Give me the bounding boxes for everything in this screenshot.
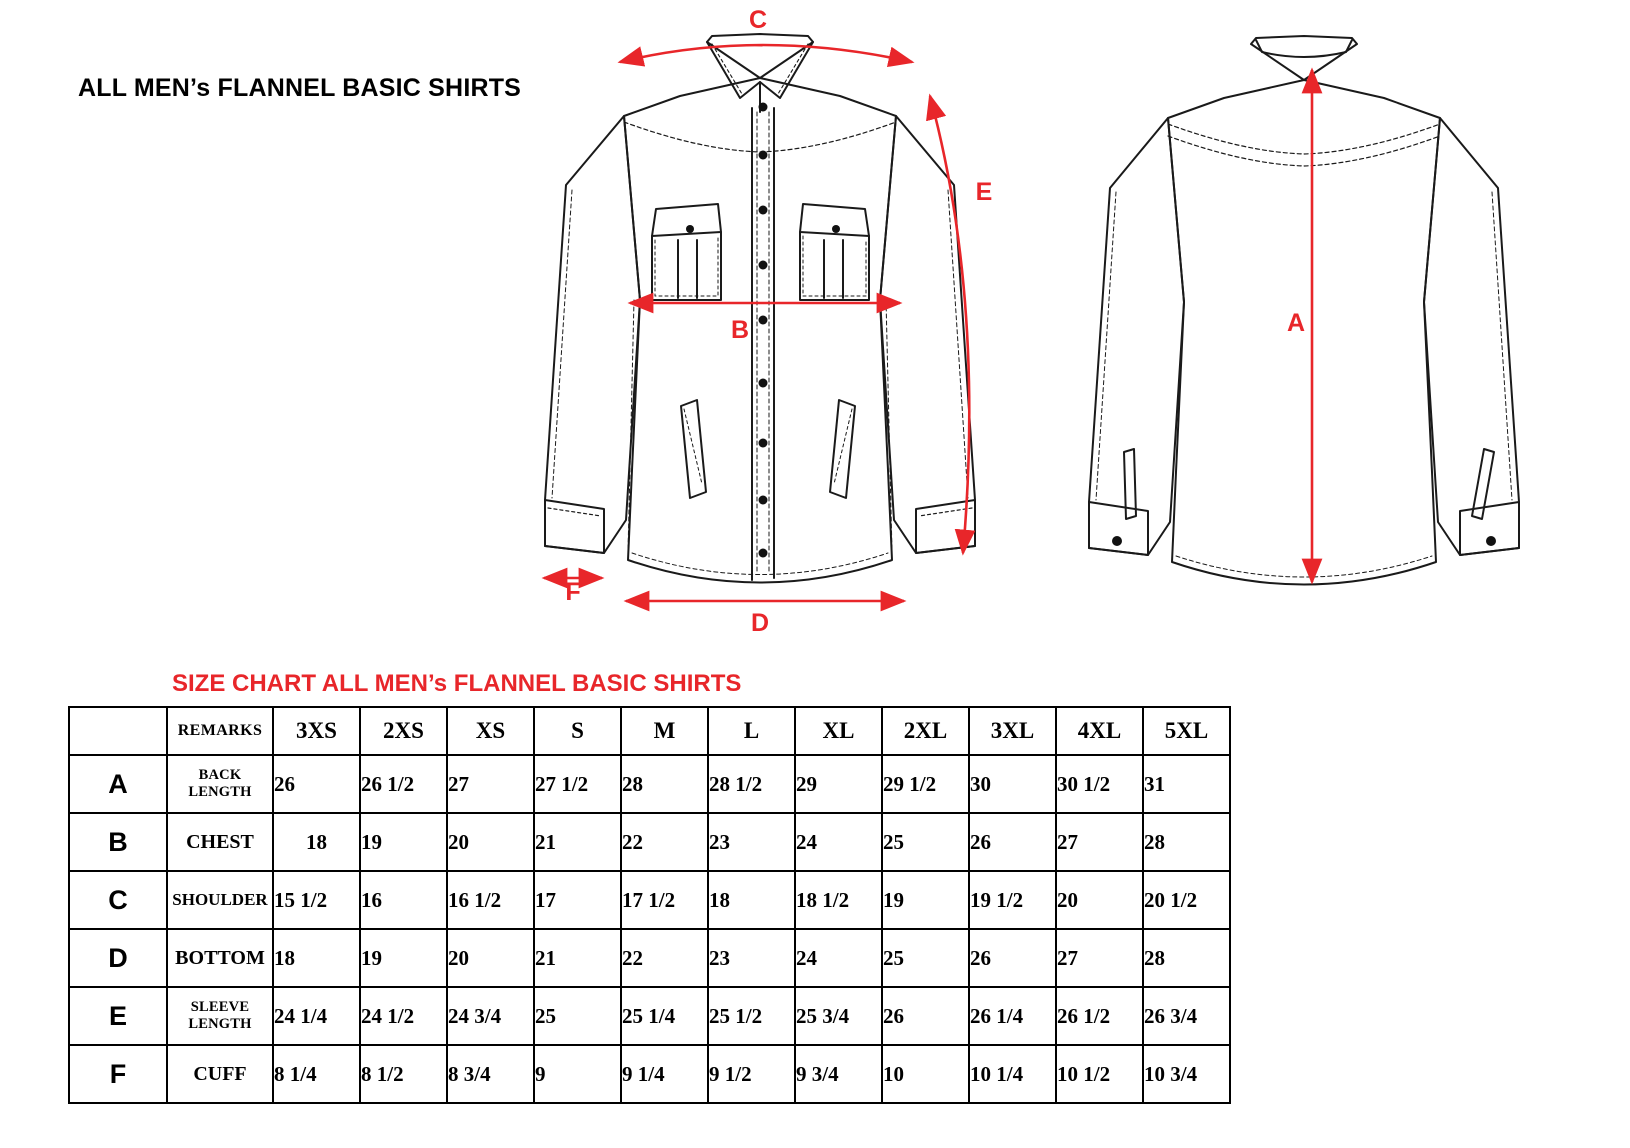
table-header-row	[69, 707, 1230, 755]
cell-value: 22	[621, 929, 708, 987]
cell-value: 28	[621, 755, 708, 813]
table-row	[69, 813, 1230, 871]
cell-value: 20 1/2	[1143, 871, 1230, 929]
cell-value: 28	[1143, 813, 1230, 871]
measure-label-a: A	[1286, 309, 1306, 337]
row-remark: CHEST	[167, 813, 273, 871]
table-row	[69, 871, 1230, 929]
row-remark: CUFF	[167, 1045, 273, 1103]
cell-value: 9 1/2	[708, 1045, 795, 1103]
cell-value: 20	[447, 929, 534, 987]
row-remark: BACK LENGTH	[167, 755, 273, 813]
shirt-front-view	[545, 34, 975, 583]
cell-value: 16 1/2	[447, 871, 534, 929]
cell-value: 10	[882, 1045, 969, 1103]
column-header-size: 4XL	[1056, 707, 1143, 755]
column-header-size: L	[708, 707, 795, 755]
row-code: D	[69, 929, 167, 987]
column-header-size: 3XS	[273, 707, 360, 755]
cell-value: 24	[795, 929, 882, 987]
column-header-size: M	[621, 707, 708, 755]
cell-value: 29	[795, 755, 882, 813]
measure-label-c: C	[748, 6, 768, 34]
cell-value: 18	[273, 813, 360, 871]
cell-value: 26	[273, 755, 360, 813]
cell-value: 27	[447, 755, 534, 813]
cell-value: 19	[882, 871, 969, 929]
cell-value: 9 3/4	[795, 1045, 882, 1103]
column-header-size: 3XL	[969, 707, 1056, 755]
cell-value: 23	[708, 929, 795, 987]
table-row	[69, 929, 1230, 987]
cell-value: 21	[534, 929, 621, 987]
cell-value: 27 1/2	[534, 755, 621, 813]
cell-value: 9 1/4	[621, 1045, 708, 1103]
cell-value: 26 3/4	[1143, 987, 1230, 1045]
cell-value: 8 1/4	[273, 1045, 360, 1103]
column-header-size: 2XL	[882, 707, 969, 755]
size-chart-table	[68, 706, 1231, 1104]
cell-value: 29 1/2	[882, 755, 969, 813]
measure-label-b: B	[730, 316, 750, 344]
row-code: C	[69, 871, 167, 929]
column-header-size: 2XS	[360, 707, 447, 755]
measure-label-e: E	[975, 178, 993, 206]
cell-value: 30 1/2	[1056, 755, 1143, 813]
cell-value: 26 1/4	[969, 987, 1056, 1045]
cell-value: 26 1/2	[360, 755, 447, 813]
cell-value: 27	[1056, 813, 1143, 871]
cell-value: 10 3/4	[1143, 1045, 1230, 1103]
cell-value: 26	[969, 813, 1056, 871]
cell-value: 19 1/2	[969, 871, 1056, 929]
cell-value: 21	[534, 813, 621, 871]
row-code: B	[69, 813, 167, 871]
column-header-size: 5XL	[1143, 707, 1230, 755]
cell-value: 10 1/4	[969, 1045, 1056, 1103]
cell-value: 19	[360, 929, 447, 987]
cell-value: 27	[1056, 929, 1143, 987]
cell-value: 25 1/4	[621, 987, 708, 1045]
cell-value: 22	[621, 813, 708, 871]
row-remark: BOTTOM	[167, 929, 273, 987]
cell-value: 17 1/2	[621, 871, 708, 929]
cell-value: 28 1/2	[708, 755, 795, 813]
cell-value: 25	[882, 813, 969, 871]
cell-value: 15 1/2	[273, 871, 360, 929]
cell-value: 18	[708, 871, 795, 929]
row-code: F	[69, 1045, 167, 1103]
row-remark: SLEEVE LENGTH	[167, 987, 273, 1045]
cell-value: 8 1/2	[360, 1045, 447, 1103]
cell-value: 8 3/4	[447, 1045, 534, 1103]
cell-value: 28	[1143, 929, 1230, 987]
cell-value: 18	[273, 929, 360, 987]
cell-value: 9	[534, 1045, 621, 1103]
cell-value: 25	[882, 929, 969, 987]
cell-value: 24 3/4	[447, 987, 534, 1045]
cell-value: 24 1/2	[360, 987, 447, 1045]
row-code: A	[69, 755, 167, 813]
table-row	[69, 755, 1230, 813]
cell-value: 18 1/2	[795, 871, 882, 929]
cell-value: 25 1/2	[708, 987, 795, 1045]
cell-value: 23	[708, 813, 795, 871]
cell-value: 16	[360, 871, 447, 929]
column-header-size: XL	[795, 707, 882, 755]
column-header-remarks: REMARKS	[167, 707, 273, 755]
size-chart-table-container	[68, 706, 1231, 1104]
cell-value: 10 1/2	[1056, 1045, 1143, 1103]
cell-value: 26	[882, 987, 969, 1045]
table-row	[69, 1045, 1230, 1103]
column-header-size: S	[534, 707, 621, 755]
table-corner-cell	[69, 707, 167, 755]
cell-value: 20	[1056, 871, 1143, 929]
measure-label-d: D	[750, 609, 770, 637]
cell-value: 31	[1143, 755, 1230, 813]
row-code: E	[69, 987, 167, 1045]
cell-value: 25	[534, 987, 621, 1045]
cell-value: 19	[360, 813, 447, 871]
row-remark: SHOULDER	[167, 871, 273, 929]
cell-value: 24	[795, 813, 882, 871]
cell-value: 26 1/2	[1056, 987, 1143, 1045]
size-chart-title: SIZE CHART ALL MEN’s FLANNEL BASIC SHIRTS	[172, 670, 742, 697]
column-header-size: XS	[447, 707, 534, 755]
measure-label-f: F	[565, 578, 581, 606]
cell-value: 26	[969, 929, 1056, 987]
page-title: ALL MEN’s FLANNEL BASIC SHIRTS	[78, 74, 522, 102]
cell-value: 25 3/4	[795, 987, 882, 1045]
cell-value: 24 1/4	[273, 987, 360, 1045]
cell-value: 30	[969, 755, 1056, 813]
cell-value: 20	[447, 813, 534, 871]
table-row	[69, 987, 1230, 1045]
cell-value: 17	[534, 871, 621, 929]
